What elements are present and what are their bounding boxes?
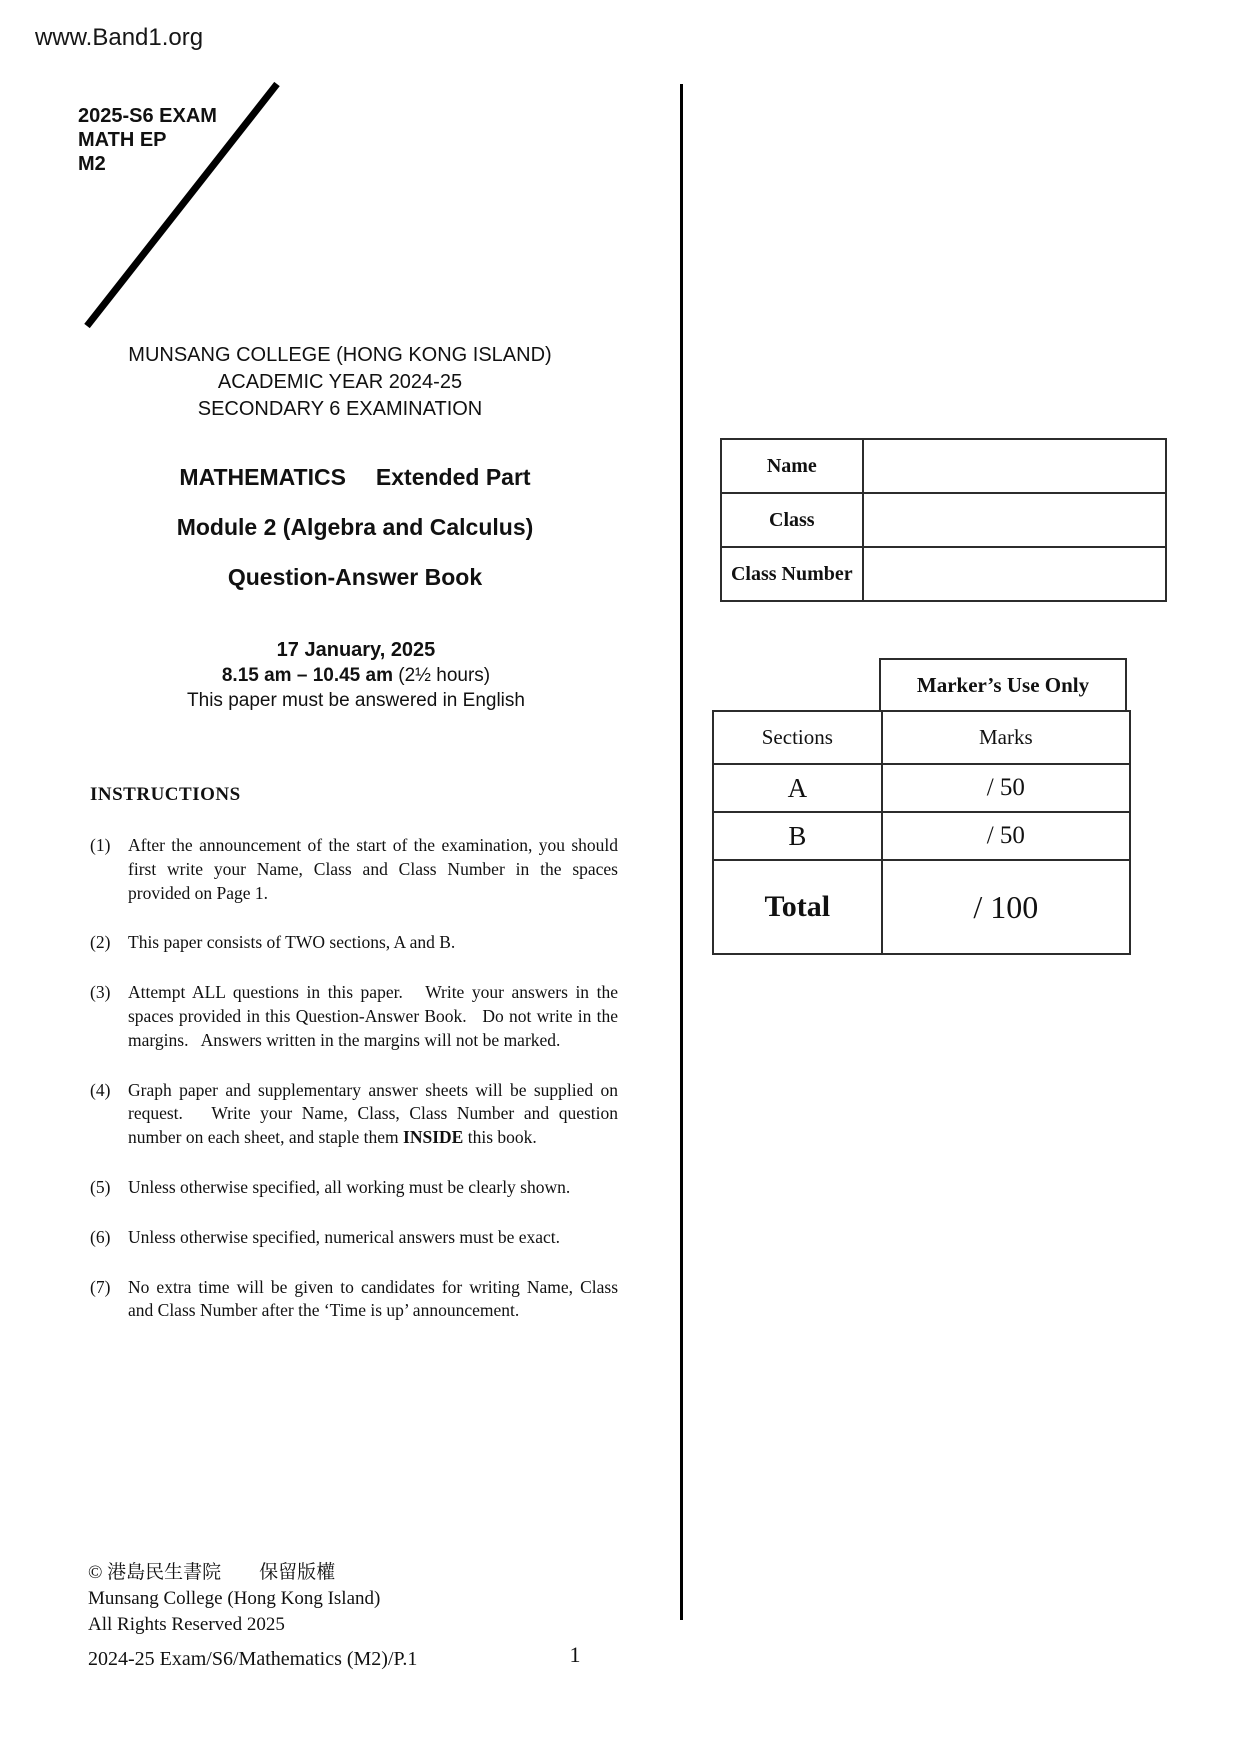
class-number-label: Class Number: [721, 547, 863, 601]
table-row: [721, 547, 1166, 601]
instructions-list: [90, 834, 618, 1323]
section-a-marks: / 50: [882, 764, 1130, 812]
total-label: Total: [713, 860, 882, 954]
class-label: Class: [721, 493, 863, 547]
section-b-marks: / 50: [882, 812, 1130, 860]
instruction-item-5: [90, 1176, 618, 1200]
sections-column-header: Sections: [713, 711, 882, 764]
class-input-cell[interactable]: [863, 493, 1166, 547]
instruction-text-bold: INSIDE: [403, 1127, 464, 1148]
exam-date: 17 January, 2025: [276, 639, 436, 661]
exam-time: [96, 665, 616, 687]
student-info-table: [720, 438, 1167, 602]
exam-name: SECONDARY 6 EXAMINATION: [197, 398, 483, 420]
exam-duration: (2½ hours): [398, 665, 491, 686]
instruction-number: (2): [90, 932, 111, 953]
instruction-text: This paper consists of TWO sections, A and B.: [128, 932, 456, 953]
table-row-total: [713, 860, 1130, 954]
instruction-number: (6): [90, 1226, 111, 1247]
instruction-item-1: [90, 834, 618, 905]
exam-code-line: MATH EP: [78, 129, 167, 151]
paper-title: [90, 464, 620, 491]
footer-paper-code: 2024-25 Exam/S6/Mathematics (M2)/P.1: [88, 1648, 418, 1670]
school-name: MUNSANG COLLEGE (HONG KONG ISLAND): [128, 344, 552, 366]
page-number: 1: [569, 1642, 581, 1667]
instruction-text: this book.: [463, 1127, 537, 1148]
copyright-line-rights: All Rights Reserved 2025: [88, 1614, 285, 1635]
exam-code-line: 2025-S6 EXAM: [78, 105, 217, 127]
exam-time-range: 8.15 am – 10.45 am: [221, 665, 393, 686]
instruction-item-2: [90, 931, 618, 955]
marks-column-header: Marks: [882, 711, 1130, 764]
table-row-section-b: [713, 812, 1130, 860]
instructions-heading: INSTRUCTIONS: [90, 784, 241, 805]
instruction-number: (3): [90, 982, 111, 1003]
vertical-divider-line: [680, 84, 683, 1620]
class-number-input-cell[interactable]: [863, 547, 1166, 601]
exam-code-line: M2: [78, 153, 106, 175]
language-note: This paper must be answered in English: [187, 690, 525, 711]
school-header: [80, 342, 600, 423]
table-row: [721, 493, 1166, 547]
section-b-label: B: [713, 812, 882, 860]
copyright-block: [88, 1560, 380, 1638]
instruction-item-3: [90, 981, 618, 1052]
instruction-number: (1): [90, 835, 111, 855]
instruction-text: Attempt ALL questions in this paper. Write your answers in the spaces provided in this Question-Answer Book. Do not write in the margins. Answers written in the margins will not be marked.: [128, 982, 618, 1050]
table-header-row: [713, 711, 1130, 764]
site-watermark: www.Band1.org: [35, 24, 204, 51]
instruction-item-6: [90, 1226, 618, 1250]
instruction-number: (7): [90, 1276, 111, 1297]
instruction-text: After the announcement of the start of the examination, you should first write your Name, Class and Class Number in the spaces provided on Page 1.: [128, 835, 618, 903]
instruction-text: Unless otherwise specified, numerical answers must be exact.: [128, 1226, 561, 1247]
instruction-item-4: [90, 1079, 618, 1150]
diagonal-slash-line: [75, 75, 290, 335]
instruction-text: Unless otherwise specified, all working must be clearly shown.: [128, 1176, 571, 1197]
module-title: Module 2 (Algebra and Calculus): [176, 514, 534, 540]
section-a-label: A: [713, 764, 882, 812]
name-input-cell[interactable]: [863, 439, 1166, 493]
copyright-line-college: Munsang College (Hong Kong Island): [88, 1588, 381, 1609]
copyright-line-chinese: © 港島民生書院 保留版權: [88, 1562, 336, 1583]
subject-title: MATHEMATICS: [179, 464, 346, 490]
book-title: Question-Answer Book: [227, 564, 483, 590]
table-row: [721, 439, 1166, 493]
instruction-text: Graph paper and supplementary answer sheets will be supplied on request. Write your Name, Class, Class Number and question number on each sheet, and staple them: [128, 1079, 618, 1148]
name-label: Name: [721, 439, 863, 493]
instruction-item-7: [90, 1276, 618, 1324]
marks-table: [712, 710, 1131, 955]
academic-year: ACADEMIC YEAR 2024-25: [217, 371, 463, 393]
table-row-section-a: [713, 764, 1130, 812]
instruction-number: (4): [90, 1079, 111, 1100]
instruction-text: No extra time will be given to candidates for writing Name, Class and Class Number after the ‘Time is up’ announcement.: [128, 1276, 618, 1321]
total-marks: / 100: [882, 860, 1130, 954]
markers-use-only-header: Marker’s Use Only: [879, 658, 1127, 712]
paper-part: Extended Part: [375, 464, 531, 490]
instruction-number: (5): [90, 1176, 111, 1197]
